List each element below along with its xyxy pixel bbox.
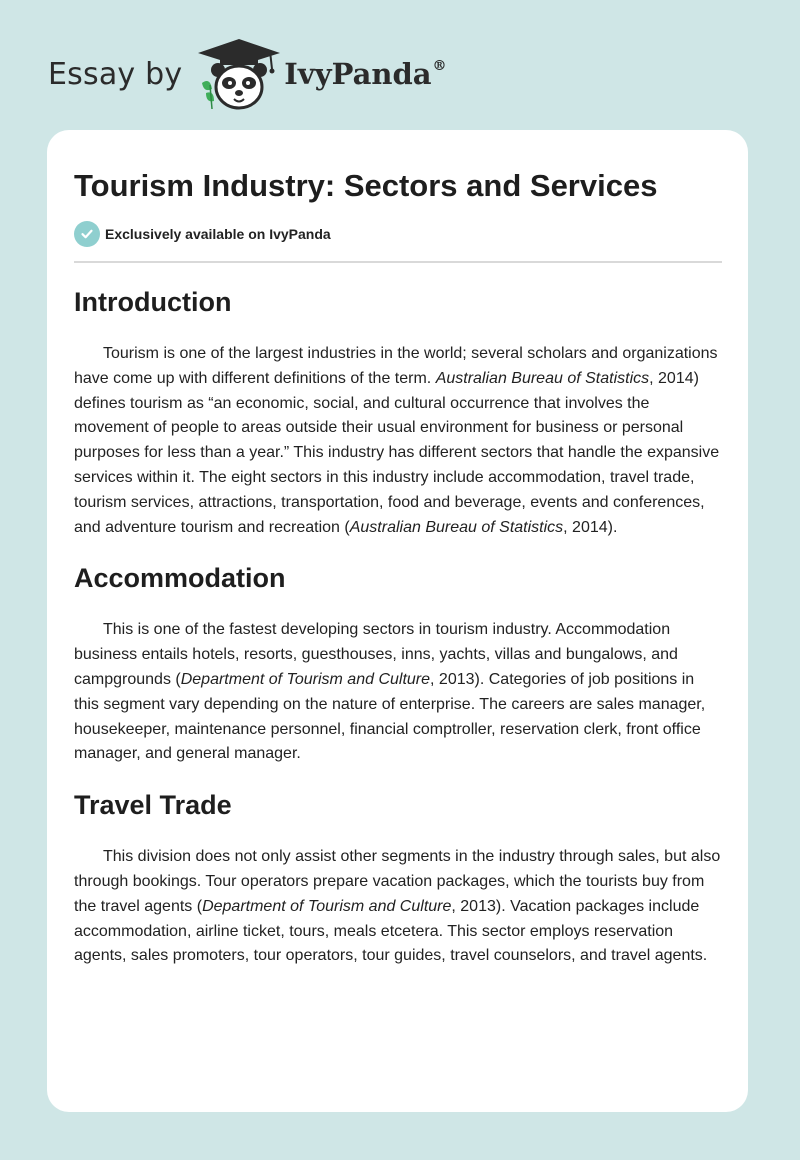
divider xyxy=(74,261,722,263)
section-introduction xyxy=(74,286,722,540)
section-paragraph: This is one of the fastest developing sectors in tourism industry. Accommodation business entails hotels, resorts, guesthouses, inns, yachts, villas and bungalows, and campgrounds (Department of Tourism and Culture, 2013). Categories of job positions in this segment vary depending on the nature of enterprise. The careers are sales manager, housekeeper, maintenance personnel, financial comptroller, reservation clerk, front office manager, and general manager. xyxy=(74,621,706,763)
section-heading: Introduction xyxy=(74,287,232,317)
section-heading: Accommodation xyxy=(74,563,286,594)
check-circle-icon xyxy=(74,221,100,247)
citation: Australian Bureau of Statistics xyxy=(435,369,650,387)
section-travel-trade xyxy=(74,789,722,969)
section-heading: Travel Trade xyxy=(74,790,232,821)
section-paragraph: This division does not only assist other segments in the industry through sales, but also through bookings. Tour operators prepare vacation packages, which the tourists buy from the travel agents (Department of Tourism and Culture, 2013). Vacation packages include accommodation, airline ticket, tours, meals etcetera. This sector employs reservation agents, sales promoters, tour operators, tour guides, travel counselors, and travel agents. xyxy=(74,848,721,965)
section-accommodation xyxy=(74,562,722,767)
panda-graduate-icon[interactable] xyxy=(196,35,282,113)
site-header xyxy=(48,34,447,114)
citation: Department of Tourism and Culture xyxy=(180,670,431,688)
registered-mark: ® xyxy=(432,58,447,74)
badge-text: Exclusively available on IvyPanda xyxy=(105,226,331,242)
section-paragraph: Tourism is one of the largest industries in the world; several scholars and organizations have come up with different definitions of the term. Australian Bureau of Statistics, 2014) defines tourism as “an economic, social, and cultural occurrence that involves the movement of people to areas outside their usual environment for business or personal purposes for less than a year.” This industry has different sectors that handle the expansive services within it. The eight sectors in this industry include accommodation, travel trade, tourism services, attractions, transportation, food and beverage, events and conferences, and adventure tourism and recreation (Australian Bureau of Statistics, 2014). xyxy=(74,345,720,536)
brand-prefix: Essay by xyxy=(48,56,183,92)
essay-title: Tourism Industry: Sectors and Services xyxy=(74,168,658,203)
brand-name[interactable]: IvyPanda® xyxy=(284,57,447,91)
citation: Australian Bureau of Statistics xyxy=(349,518,564,536)
citation: Department of Tourism and Culture xyxy=(202,897,452,915)
essay-card xyxy=(47,130,748,1112)
exclusive-badge xyxy=(74,221,722,247)
